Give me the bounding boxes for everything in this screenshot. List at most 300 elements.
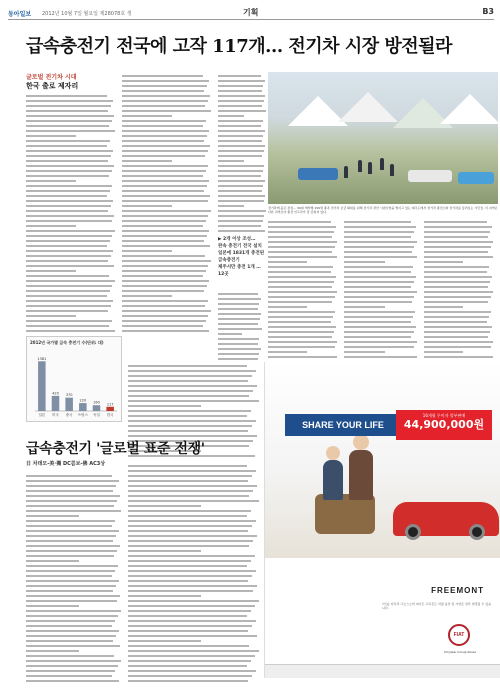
visitor [358,160,362,172]
text-line [26,605,79,607]
text-line [122,80,209,82]
text-line [128,580,248,582]
text-line [122,120,206,122]
text-line [218,323,258,325]
text-line [122,255,205,257]
tent [440,94,498,124]
electric-car [458,172,494,184]
text-line [268,356,337,358]
text-line [424,351,463,353]
text-line [122,140,204,142]
text-line [122,285,207,287]
text-line [26,165,114,167]
body-column-6 [424,218,494,358]
chart-bar [52,396,60,411]
text-line [344,246,414,248]
text-line [128,675,252,677]
text-line [26,125,109,127]
text-line [344,291,417,293]
text-line [268,351,307,353]
text-line [26,550,117,552]
text-line [268,261,307,263]
text-line [344,231,414,233]
electric-car [408,170,452,182]
chart-bar [79,403,87,411]
wheel [405,524,421,540]
text-line [268,336,332,338]
text-line [128,510,251,512]
main-headline: 급속충전기 전국에 고작 117개… 전기차 시장 방전될라 [26,36,452,57]
text-line [424,321,487,323]
text-line [268,271,331,273]
text-line [26,520,115,522]
text-line [344,351,385,353]
text-line [268,296,335,298]
text-line [26,230,115,232]
text-line [122,205,172,207]
text-line [268,306,307,308]
text-line [128,525,252,527]
text-line [26,185,112,187]
text-line [26,515,79,517]
text-line [122,215,208,217]
text-line [218,160,244,162]
text-line [128,565,247,567]
text-line [424,276,492,278]
text-line [122,225,203,227]
text-line [26,215,114,217]
text-line [268,341,337,343]
text-line [26,575,112,577]
brand-logo[interactable]: FIAT [448,624,470,646]
text-line [122,95,210,97]
text-line [26,250,113,252]
text-line [26,110,108,112]
text-line [128,370,256,372]
text-line [26,210,108,212]
text-line [26,100,113,102]
text-line [218,115,244,117]
text-line [128,405,201,407]
text-line [26,115,114,117]
text-line [424,341,493,343]
text-line [128,505,201,507]
text-line [218,175,261,177]
text-line [122,130,209,132]
text-line [218,328,262,330]
text-line [218,210,266,212]
text-line [218,180,265,182]
text-line [128,410,251,412]
text-line [218,130,265,132]
text-line [26,480,119,482]
text-line [122,145,210,147]
text-line [122,250,172,252]
text-line [122,105,205,107]
pull-quote-line: 완속 충전기 전국 설치 [218,244,262,249]
pull-quote-line: 일본에 1831개 충전된 급속충전기 [218,251,265,263]
text-line [218,80,265,82]
visitor [380,158,384,170]
text-line [218,338,259,340]
text-line [26,650,79,652]
text-line [128,595,201,597]
text-line [128,570,256,572]
suv-car [393,502,499,536]
text-line [122,240,204,242]
text-line [218,95,265,97]
text-line [344,286,411,288]
text-line [218,230,265,232]
text-line [344,226,416,228]
body-column-3 [218,72,266,232]
text-line [122,270,206,272]
text-line [122,325,203,327]
text-line [218,298,261,300]
text-line [268,286,332,288]
child-head [353,434,369,450]
bar-value-label: 160 [93,400,100,405]
body-column-9 [128,462,260,682]
text-line [128,395,249,397]
text-line [268,256,337,258]
chart-bar [106,407,114,411]
text-line [268,241,337,243]
text-line [26,225,76,227]
text-line [344,276,416,278]
text-line [122,280,209,282]
text-line [26,300,113,302]
text-line [218,170,263,172]
text-line [344,316,413,318]
text-line [26,660,121,662]
text-line [344,221,411,223]
text-line [128,400,259,402]
text-line [268,226,336,228]
text-line [424,306,463,308]
text-line [26,260,108,262]
text-line [26,120,112,122]
text-line [344,321,411,323]
text-line [344,341,417,343]
text-line [218,358,258,360]
text-line [26,305,111,307]
text-line [128,630,248,632]
text-line [26,170,112,172]
text-line [128,385,257,387]
text-line [122,110,211,112]
text-line [128,415,247,417]
text-line [128,620,256,622]
text-line [26,620,115,622]
text-line [268,251,332,253]
text-line [122,180,209,182]
text-line [26,145,107,147]
text-line [128,365,247,367]
text-line [128,585,257,587]
text-line [128,470,256,472]
text-line [218,313,261,315]
visitor [390,164,394,176]
text-line [128,640,201,642]
text-line [26,645,120,647]
text-line [26,670,115,672]
text-line [218,110,266,112]
text-line [424,316,489,318]
page-number: B3 [482,7,494,16]
text-line [128,535,257,537]
text-line [26,265,114,267]
text-line [128,530,248,532]
text-line [424,336,488,338]
text-line [26,680,119,682]
text-line [122,170,206,172]
text-line [26,675,112,677]
text-line [26,160,108,162]
text-line [344,306,385,308]
chart-bar [65,398,73,411]
text-line [122,275,203,277]
text-line [26,665,118,667]
text-line [128,665,247,667]
text-line [218,120,263,122]
text-line [26,525,112,527]
text-line [424,326,492,328]
text-line [26,190,110,192]
page-header [8,6,494,20]
text-line [268,246,335,248]
text-line [218,125,261,127]
text-line [122,305,205,307]
text-line [128,660,251,662]
text-line [26,560,79,562]
text-line [26,245,107,247]
text-line [268,276,336,278]
text-line [268,291,337,293]
tree-stump [315,494,375,534]
text-line [218,220,263,222]
text-line [26,535,116,537]
text-line [268,281,334,283]
text-line [344,311,415,313]
text-line [128,575,252,577]
text-line [424,236,488,238]
ad-price-tag[interactable] [396,410,492,440]
car-advertisement[interactable] [264,362,500,678]
text-line [122,185,207,187]
text-line [344,271,411,273]
chart-title: 2012년 국가별 급속 충전기 수(단위: 대) [30,340,104,345]
text-line [122,245,210,247]
body-column-5 [344,218,418,358]
text-line [122,195,210,197]
text-line [26,105,111,107]
text-line [268,231,334,233]
text-line [122,320,206,322]
pull-quote-line: 제주서만 충전 1개 …12곳 [218,265,261,277]
text-line [26,635,116,637]
text-line [26,580,119,582]
brand-subtitle: Chrysler Group Korea [443,650,476,654]
text-line [26,570,115,572]
text-line [128,435,257,437]
category-label: 일본 [38,413,46,417]
text-line [26,295,107,297]
text-line [26,610,121,612]
visitor [344,166,348,178]
text-line [218,165,264,167]
charger-count-chart [26,336,122,422]
text-line [26,495,120,497]
text-line [128,625,252,627]
text-line [268,236,332,238]
text-line [128,645,249,647]
text-line [26,235,112,237]
ad-price: 44,900,000원 [403,418,485,431]
visitor [368,162,372,174]
text-line [26,625,112,627]
text-line [268,316,333,318]
text-line [122,290,204,292]
text-line [424,241,493,243]
text-line [122,210,211,212]
text-line [218,333,242,335]
text-line [128,520,256,522]
text-line [218,105,262,107]
text-line [268,266,333,268]
text-line [424,251,488,253]
text-line [218,205,244,207]
text-line [26,285,112,287]
text-line [218,145,265,147]
text-line [122,75,203,77]
text-line [122,150,208,152]
text-line [26,150,113,152]
text-line [218,75,261,77]
text-line [344,251,412,253]
text-line [218,318,260,320]
text-line [344,356,417,358]
section2-subhead: 日 차데모-美·獨 DC콤보-佛 AC3상 [26,461,106,467]
text-line [122,300,208,302]
text-line [128,515,247,517]
text-line [26,290,110,292]
text-line [424,246,491,248]
child-figure [323,460,343,500]
kicker-line-1: 글로벌 전기차 시대 [26,74,77,81]
text-line [26,320,112,322]
newspaper-logo: 동아일보 [8,11,32,18]
text-line [424,291,493,293]
text-line [26,205,111,207]
text-line [218,100,264,102]
text-line [26,475,112,477]
text-line [122,175,203,177]
text-line [26,565,118,567]
text-line [128,465,247,467]
text-line [344,236,411,238]
text-line [128,550,201,552]
text-line [122,190,204,192]
text-line [26,500,117,502]
pull-quote [218,236,266,278]
text-line [128,635,257,637]
text-line [128,610,251,612]
ad-footer-bar [265,664,500,678]
text-line [26,315,76,317]
text-line [424,221,487,223]
text-line [128,430,248,432]
text-line [268,346,335,348]
kicker-box [26,72,92,91]
bar-value-label: 1381 [37,356,47,361]
kicker-line-2: 한국 출로 제자리 [26,82,79,90]
text-line [26,195,107,197]
chart-bar [93,405,101,411]
text-line [128,485,257,487]
text-line [268,326,336,328]
text-line [128,420,256,422]
text-line [26,200,113,202]
text-line [26,220,112,222]
text-line [122,295,172,297]
text-line [424,331,490,333]
text-line [344,256,417,258]
text-line [424,286,488,288]
text-line [218,85,263,87]
text-line [26,95,107,97]
text-line [122,155,205,157]
text-line [128,655,255,657]
text-line [218,155,262,157]
text-line [26,255,111,257]
text-line [26,655,114,657]
text-line [344,346,414,348]
text-line [122,125,203,127]
text-line [344,266,413,268]
text-line [128,600,259,602]
issue-date: 2012년 10월 7일 월요일 제28078호 생 [42,11,132,17]
text-line [268,331,334,333]
text-line [344,301,412,303]
text-line [128,375,252,377]
text-line [26,485,116,487]
text-line [424,356,493,358]
text-line [128,555,255,557]
text-line [218,200,264,202]
text-line [26,555,114,557]
text-line [218,308,258,310]
text-line [122,165,208,167]
text-line [218,348,261,350]
text-line [128,540,253,542]
text-line [218,303,259,305]
text-line [424,296,491,298]
bar-value-label: 370 [65,393,73,398]
text-line [218,90,262,92]
text-line [268,301,332,303]
child-head [326,446,340,460]
charging-station-photo [268,72,498,204]
text-line [218,185,263,187]
text-line [128,495,249,497]
text-line [344,281,414,283]
bar-value-label: 220 [79,398,87,403]
text-line [26,600,117,602]
text-line [128,475,252,477]
text-line [26,310,108,312]
text-line [122,260,211,262]
